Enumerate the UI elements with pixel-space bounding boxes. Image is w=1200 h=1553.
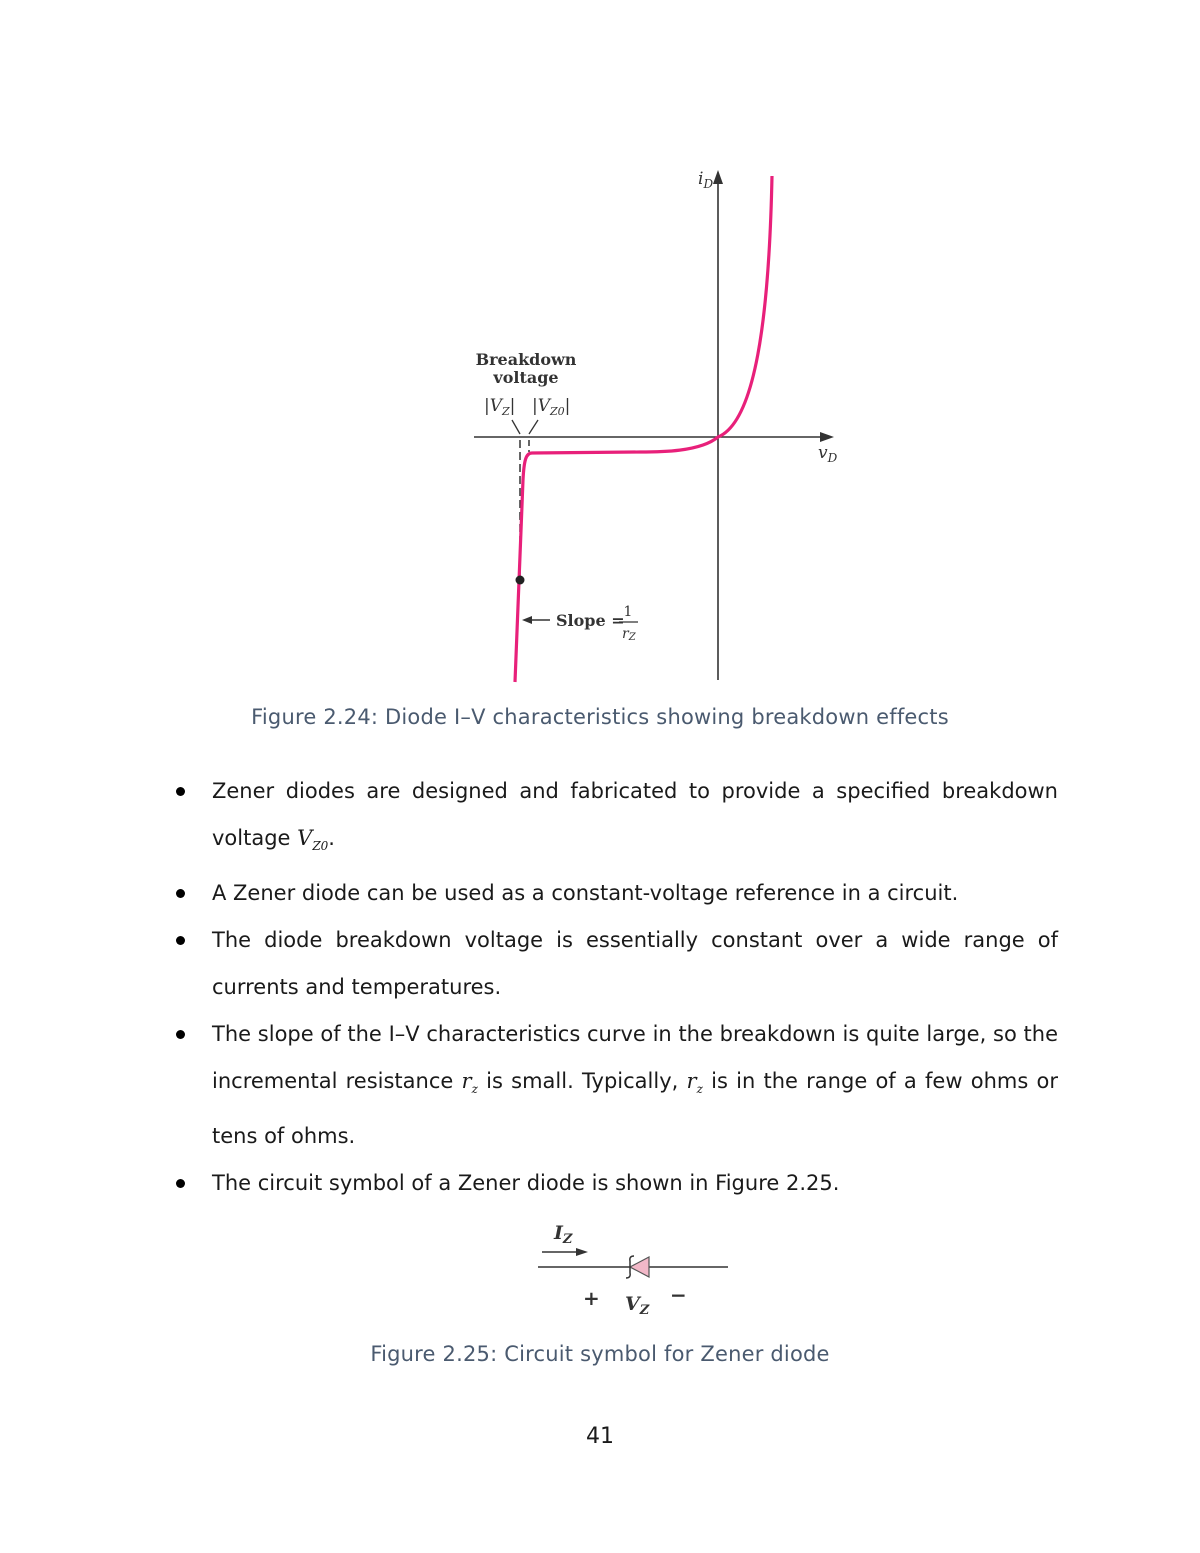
y-axis-arrow xyxy=(713,170,723,184)
voltage-label: $V_Z$ xyxy=(625,1293,650,1318)
minus-label: − xyxy=(670,1283,687,1307)
zener-symbol-figure xyxy=(530,1212,740,1327)
breakdown-label-line2: voltage xyxy=(493,368,559,387)
list-item: The diode breakdown voltage is essentially constant over a wide range of currents and temperatures. xyxy=(170,917,1058,1011)
slope-label: Slope = xyxy=(556,611,625,630)
figure-2-24-caption: Figure 2.24: Diode I–V characteristics showing breakdown effects xyxy=(251,705,949,729)
math-variable: $r_z$ xyxy=(686,1069,703,1097)
iv-curve xyxy=(515,176,772,682)
iv-characteristic-figure xyxy=(460,160,860,690)
zener-diode-triangle xyxy=(630,1257,649,1277)
bullet-list xyxy=(170,768,1058,1207)
breakdown-label-line1: Breakdown xyxy=(475,350,577,369)
list-item: The slope of the I–V characteristics curve in the breakdown is quite large, so the incremental resistance $r_z$ is small. Typically, $r_z$ is in the range of a few ohms or tens of ohms. xyxy=(170,1011,1058,1160)
vz-label: $|V_Z|$ xyxy=(484,396,516,418)
y-axis-label: $i_D$ xyxy=(698,169,714,191)
page-number: 41 xyxy=(586,1424,614,1449)
slope-arrow-head xyxy=(522,616,532,624)
vz-pointer xyxy=(512,420,520,434)
math-variable: $V_{Z0}$ xyxy=(297,826,329,854)
vz0-pointer xyxy=(529,420,538,434)
slope-denominator: rZ xyxy=(622,626,636,643)
list-item: Zener diodes are designed and fabricated to provide a specified breakdown voltage $V_{Z0}$. xyxy=(170,768,1058,870)
math-variable: $r_z$ xyxy=(461,1069,478,1097)
x-axis-arrow xyxy=(820,432,834,442)
vz0-label: $|V_{Z0}|$ xyxy=(532,396,571,418)
slope-numerator: 1 xyxy=(623,604,633,620)
plus-label: + xyxy=(583,1286,600,1310)
current-label: $I_Z$ xyxy=(554,1222,573,1247)
list-item: The circuit symbol of a Zener diode is shown in Figure 2.25. xyxy=(170,1160,1058,1207)
x-axis-label: $v_D$ xyxy=(818,443,838,465)
list-item: A Zener diode can be used as a constant-voltage reference in a circuit. xyxy=(170,870,1058,917)
figure-2-25-caption: Figure 2.25: Circuit symbol for Zener diode xyxy=(370,1342,830,1366)
operating-point xyxy=(516,576,525,585)
current-arrow-head xyxy=(576,1248,588,1256)
